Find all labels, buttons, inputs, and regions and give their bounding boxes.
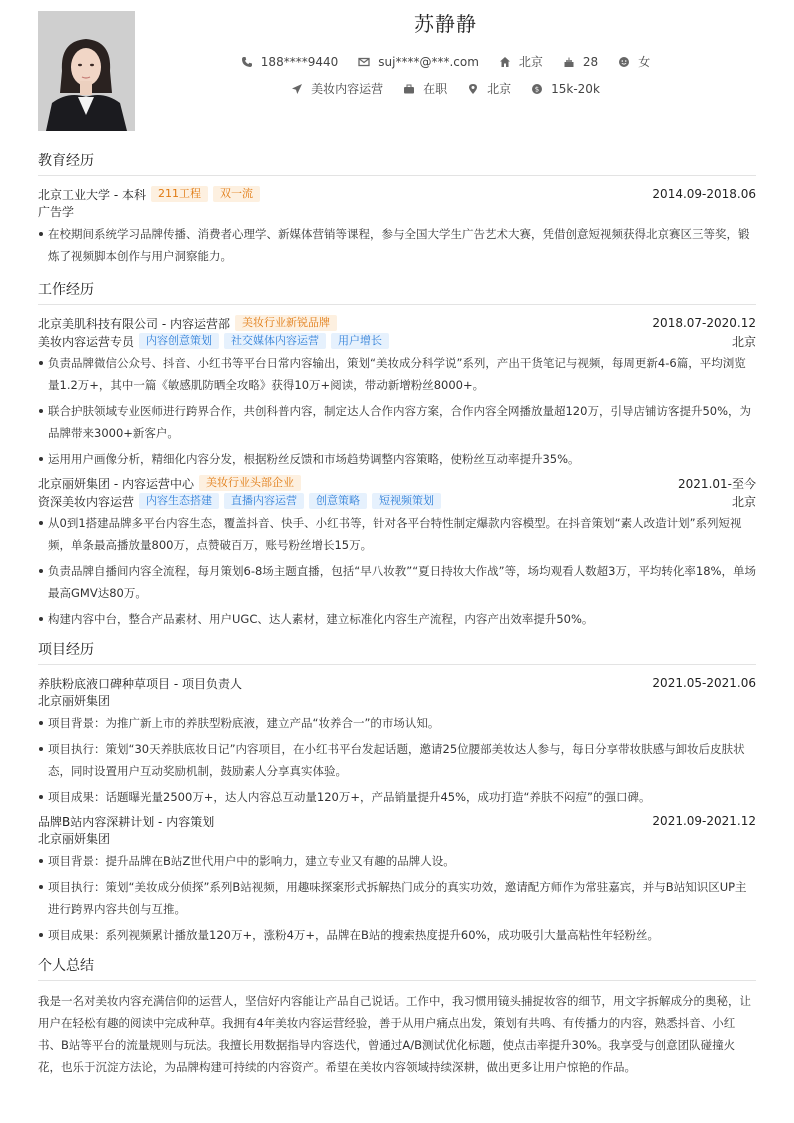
bullet-item: 联合护肤领域专业医师进行跨界合作，共创科普内容，制定达人合作内容方案，合作内容全网播放量超120万，引导店铺访客提升50%，为品牌带来3000+新客户。	[38, 400, 756, 444]
project-date: 2021.05-2021.06	[652, 676, 756, 690]
salary-text: 15k-20k	[551, 81, 600, 96]
smile-icon	[618, 56, 630, 68]
target-city-item	[467, 80, 511, 97]
salary-item	[531, 82, 600, 96]
contact-info-row	[135, 53, 756, 70]
projects-section	[38, 639, 756, 950]
phone-item	[241, 55, 338, 69]
project-entry	[38, 674, 756, 808]
job-location: 北京	[731, 494, 756, 509]
project-org: 北京丽妍集团	[38, 832, 111, 846]
home-icon	[499, 56, 511, 68]
bullet-item: 项目执行：策划“美妆成分侦探”系列B站视频，用趣味探案形式拆解热门成分的真实功效，邀请配方师作为常驻嘉宾，并与B站知识区UP主进行跨界内容共创与互推。	[38, 876, 756, 920]
email-text: suj****@***.com	[378, 54, 479, 69]
project-bullets	[38, 712, 756, 808]
work-section	[38, 279, 756, 634]
education-header-row	[38, 185, 756, 203]
project-name-line: 养肤粉底液口碑种草项目 - 项目负责人	[38, 676, 242, 691]
city-item	[499, 53, 543, 70]
phone-icon	[241, 56, 253, 68]
target-role-item	[291, 80, 383, 97]
target-city-text: 北京	[487, 82, 512, 96]
skill-tag: 创意策略	[309, 493, 367, 509]
company-line: 北京丽妍集团 - 内容运营中心	[38, 476, 194, 491]
job-location: 北京	[731, 334, 756, 349]
send-icon	[291, 83, 303, 95]
skill-tag: 直播内容运营	[224, 493, 304, 509]
gender-text: 女	[638, 55, 651, 69]
profile-photo	[38, 11, 135, 131]
birthday-cake-icon	[563, 56, 575, 68]
job-entry	[38, 314, 756, 470]
education-date: 2014.09-2018.06	[652, 187, 756, 201]
candidate-name: 苏静静	[414, 12, 477, 36]
age-item	[563, 55, 598, 69]
company-line: 北京美肌科技有限公司 - 内容运营部	[38, 316, 230, 331]
project-entry	[38, 812, 756, 946]
status-text: 在职	[423, 82, 448, 96]
bullet-item: 从0到1搭建品牌多平台内容生态，覆盖抖音、快手、小红书等，针对各平台特性制定爆款内容模型。在抖音策划“素人改造计划”系列短视频，单条最高播放量800万，点赞破百万，账号粉丝增长15万。	[38, 512, 756, 556]
project-name-line: 品牌B站内容深耕计划 - 内容策划	[38, 814, 215, 829]
project-org: 北京丽妍集团	[38, 694, 111, 708]
job-date: 2021.01-至今	[678, 476, 756, 491]
position: 美妆内容运营专员	[38, 334, 135, 349]
company-tag: 美妆行业新锐品牌	[235, 315, 337, 331]
education-bullets	[38, 223, 756, 267]
gender-item	[618, 53, 650, 70]
company-tag: 美妆行业头部企业	[199, 475, 301, 491]
target-role-text: 美妆内容运营	[311, 82, 384, 96]
bullet-item: 项目背景：提升品牌在B站Z世代用户中的影响力，建立专业又有趣的品牌人设。	[38, 850, 756, 872]
job-bullets	[38, 512, 756, 630]
section-title: 教育经历	[38, 150, 756, 176]
education-section	[38, 150, 756, 271]
bullet-item: 项目成果：话题曝光量2500万+，达人内容总互动量120万+，产品销量提升45%，成功打造“养肤不闷痘”的强口碑。	[38, 786, 756, 808]
project-bullets	[38, 850, 756, 946]
briefcase-icon	[403, 83, 415, 95]
section-title: 项目经历	[38, 639, 756, 665]
job-entry	[38, 474, 756, 630]
section-title: 工作经历	[38, 279, 756, 305]
bullet-item: 运用用户画像分析，精细化内容分发，根据粉丝反馈和市场趋势调整内容策略，使粉丝互动率提升35%。	[38, 448, 756, 470]
skill-tag: 社交媒体内容运营	[224, 333, 326, 349]
bullet-item: 项目成果：系列视频累计播放量120万+，涨粉4万+，品牌在B站的搜索热度提升60%，成功吸引大量高粘性年轻粉丝。	[38, 924, 756, 946]
school-line: 北京工业大学 - 本科	[38, 187, 146, 202]
school-tag: 211工程	[151, 186, 208, 202]
project-date: 2021.09-2021.12	[652, 814, 756, 828]
bullet-item: 负责品牌微信公众号、抖音、小红书等平台日常内容输出，策划“美妆成分科学说”系列，产出干货笔记与视频，每周更新4-6篇，平均浏览量1.2万+，其中一篇《敏感肌防晒全攻略》获得10万+阅读，带动新增粉丝8000+。	[38, 352, 756, 396]
city-text: 北京	[518, 55, 543, 69]
age-text: 28	[582, 54, 599, 69]
bullet-item: 构建内容中台，整合产品素材、用户UGC、达人素材，建立标准化内容生产流程，内容产出效率提升50%。	[38, 608, 756, 630]
money-icon	[531, 83, 543, 95]
skill-tag: 内容创意策划	[139, 333, 219, 349]
bullet-item: 在校期间系统学习品牌传播、消费者心理学、新媒体营销等课程，参与全国大学生广告艺术大赛，凭借创意短视频获得北京赛区三等奖，锻炼了视频脚本创作与用户洞察能力。	[38, 223, 756, 267]
bullet-item: 项目背景：为推广新上市的养肤型粉底液，建立产品“妆养合一”的市场认知。	[38, 712, 756, 734]
job-intent-row	[135, 80, 756, 97]
summary-section	[38, 955, 756, 1078]
skill-tag: 内容生态搭建	[139, 493, 219, 509]
mail-icon	[358, 56, 370, 68]
bullet-item: 项目执行：策划“30天养肤底妆日记”内容项目，在小红书平台发起话题，邀请25位腰部美妆达人参与，每日分享带妆肤感与卸妆后皮肤状态，同时设置用户互动奖励机制，鼓励素人分享真实体验。	[38, 738, 756, 782]
email-item	[358, 55, 479, 69]
svg-text:$: $	[534, 85, 540, 94]
skill-tag: 用户增长	[331, 333, 389, 349]
phone-text: 188****9440	[260, 54, 339, 69]
section-title: 个人总结	[38, 955, 756, 981]
bullet-item: 负责品牌自播间内容全流程，每月策划6-8场主题直播，包括“早八妆教”“夏日持妆大作战”等，场均观看人数超3万，平均转化率18%，单场最高GMV达80万。	[38, 560, 756, 604]
school-tag: 双一流	[213, 186, 260, 202]
skill-tag: 短视频策划	[372, 493, 441, 509]
major: 广告学	[38, 205, 75, 219]
job-bullets	[38, 352, 756, 470]
location-pin-icon	[467, 83, 479, 95]
position: 资深美妆内容运营	[38, 494, 135, 509]
summary-text: 我是一名对美妆内容充满信仰的运营人，坚信好内容能让产品自己说话。工作中，我习惯用镜头捕捉妆容的细节，用文字拆解成分的奥秘，让用户在轻松有趣的阅读中完成种草。我拥有4年美妆内容运营经验，善于从用户痛点出发，策划有共鸣、有传播力的内容，熟悉抖音、小红书、B站等平台的流量规则与玩法。我擅长用数据指导内容迭代，曾通过A/B测试优化标题，使点击率提升30%。我享受与创意团队碰撞火花，也乐于沉淀方法论，为品牌构建可持续的内容资产。希望在美妆内容领域持续深耕，做出更多让用户惊艳的作品。	[38, 994, 751, 1074]
status-item	[403, 80, 447, 97]
portrait-image	[38, 11, 135, 131]
job-date: 2018.07-2020.12	[652, 316, 756, 330]
